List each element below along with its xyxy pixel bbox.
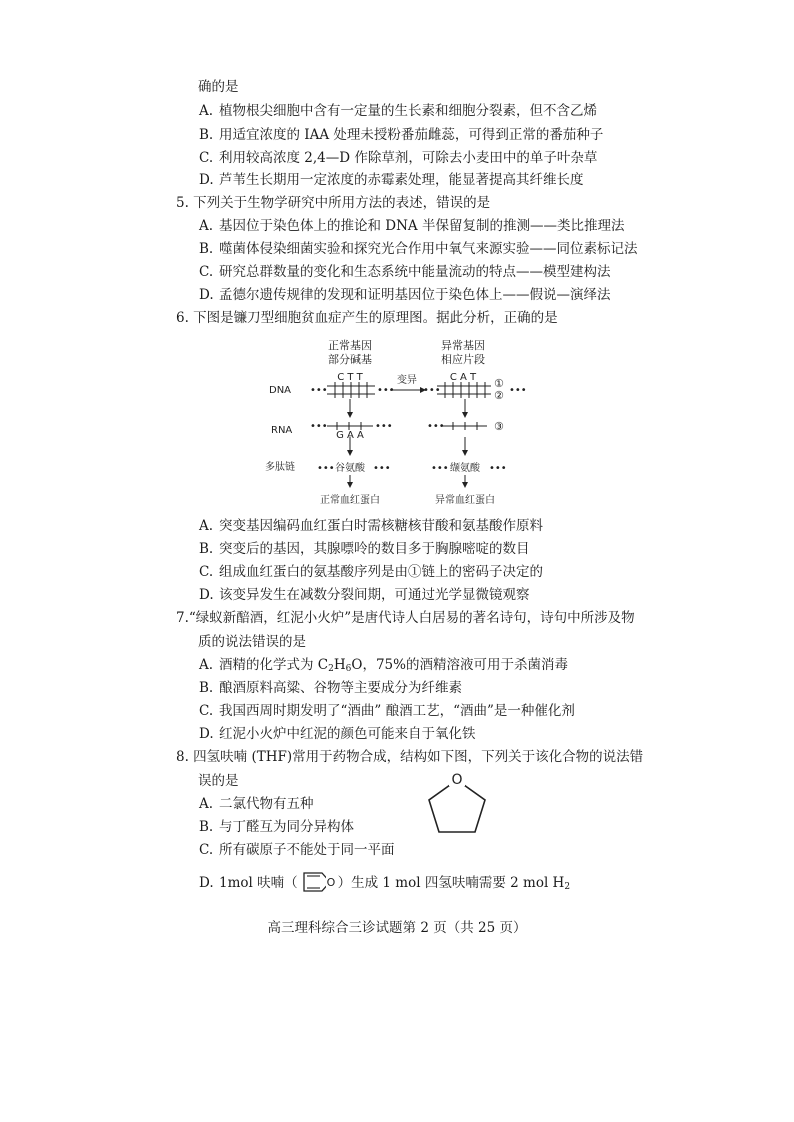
dots: ••• bbox=[423, 385, 441, 396]
abnormal-gene-header: 异常基因 bbox=[441, 339, 485, 352]
furan-oxygen-atom: O bbox=[326, 876, 335, 889]
q6-option-b: B. 突变后的基因，其腺嘌呤的数目多于胸腺嘧啶的数目 bbox=[199, 541, 530, 557]
strand-3-label: ③ bbox=[494, 420, 504, 433]
row-label-dna: DNA bbox=[269, 385, 292, 396]
q8-option-c: C. 所有碳原子不能处于同一平面 bbox=[199, 842, 395, 858]
amino-acid-abnormal: 缬氨酸 bbox=[450, 463, 480, 474]
q7-option-a: A. 酒精的化学式为 $C_2H_6O$，75%的酒精溶液可用于杀菌消毒 bbox=[199, 657, 568, 674]
q4-option-c: C. 利用较高浓度 2,4—D 作除草剂，可除去小麦田中的单子叶杂草 bbox=[199, 150, 598, 166]
row-label-rna: RNA bbox=[271, 425, 293, 436]
q4-option-d: D. 芦苇生长期用一定浓度的赤霉素处理，能显著提高其纤维长度 bbox=[199, 172, 584, 188]
normal-bases-header: 部分碱基 bbox=[328, 353, 372, 366]
thf-structure bbox=[424, 772, 490, 836]
q6-option-a: A. 突变基因编码血红蛋白时需核糖核苷酸和氨基酸作原料 bbox=[199, 518, 543, 534]
dots: ••• bbox=[310, 385, 328, 396]
q5-option-d: D. 孟德尔遗传规律的发现和证明基因位于染色体上——假说—演绎法 bbox=[199, 287, 611, 303]
thf-oxygen-atom: O bbox=[451, 772, 463, 788]
q7-option-b: B. 酿酒原料高粱、谷物等主要成分为纤维素 bbox=[199, 680, 462, 696]
dots: ••• bbox=[310, 421, 328, 432]
q5-option-c: C. 研究总群数量的变化和生态系统中能量流动的特点——模型建构法 bbox=[199, 264, 611, 280]
dots: ••• bbox=[489, 463, 507, 474]
q6-option-d: D. 该变异发生在减数分裂间期，可通过光学显微镜观察 bbox=[199, 587, 530, 603]
dots: ••• bbox=[509, 385, 527, 396]
protein-abnormal: 异常血红蛋白 bbox=[435, 495, 495, 506]
q4-stem-tail: 确的是 bbox=[198, 79, 239, 95]
page-footer: 高三理科综合三诊试题第 2 页（共 25 页） bbox=[267, 920, 527, 936]
strand-1-label: ① bbox=[494, 377, 504, 390]
q8-option-b: B. 与丁醛互为同分异构体 bbox=[199, 819, 354, 835]
q6-stem: 6. 下图是镰刀型细胞贫血症产生的原理图。据此分析，正确的是 bbox=[176, 310, 558, 326]
dots: ••• bbox=[375, 421, 393, 432]
dots: ••• bbox=[427, 421, 445, 432]
dots: ••• bbox=[373, 463, 391, 474]
furan-structure bbox=[298, 869, 338, 895]
q4-option-a: A. 植物根尖细胞中含有一定量的生长素和细胞分裂素，但不含乙烯 bbox=[199, 103, 597, 119]
abnormal-segment-header: 相应片段 bbox=[441, 353, 485, 366]
q8-option-d: D. 1mol 呋喃（ O ）生成 1 mol 四氢呋喃需要 2 mol $H_2$ bbox=[199, 869, 570, 897]
dots: ••• bbox=[431, 463, 449, 474]
q7-stem-line2: 质的说法错误的是 bbox=[198, 634, 306, 650]
q8-option-a: A. 二氯代物有五种 bbox=[199, 796, 314, 812]
rna-codon-normal: G A A bbox=[336, 430, 364, 441]
q5-option-a: A. 基因位于染色体上的推论和 DNA 半保留复制的推测——类比推理法 bbox=[199, 218, 625, 234]
q4-option-b: B. 用适宜浓度的 IAA 处理未授粉番茄雌蕊，可得到正常的番茄种子 bbox=[199, 127, 604, 143]
amino-acid-normal: 谷氨酸 bbox=[335, 463, 365, 474]
q8-stem-line1: 8. 四氢呋喃 (THF)常用于药物合成，结构如下图，下列关于该化合物的说法错 bbox=[176, 749, 644, 765]
q7-option-c: C. 我国西周时期发明了“酒曲” 酿酒工艺，“酒曲”是一种催化剂 bbox=[199, 703, 575, 719]
q5-option-b: B. 噬菌体侵染细菌实验和探究光合作用中氧气来源实验——同位素标记法 bbox=[199, 241, 638, 257]
mutation-label: 变异 bbox=[397, 375, 417, 386]
codon-normal: C T T bbox=[337, 372, 363, 383]
q8-stem-line2: 误的是 bbox=[198, 773, 239, 789]
q7-stem-line1: 7.“绿蚁新醅酒，红泥小火炉”是唐代诗人白居易的著名诗句，诗句中所涉及物 bbox=[176, 610, 635, 626]
row-label-peptide: 多肽链 bbox=[265, 462, 295, 473]
protein-normal: 正常血红蛋白 bbox=[320, 495, 380, 506]
q7-option-d: D. 红泥小火炉中红泥的颜色可能来自于氧化铁 bbox=[199, 726, 476, 742]
strand-2-label: ② bbox=[494, 389, 504, 402]
dots: ••• bbox=[377, 385, 395, 396]
dots: ••• bbox=[317, 463, 335, 474]
q5-stem: 5. 下列关于生物学研究中所用方法的表述，错误的是 bbox=[176, 195, 491, 211]
normal-gene-header: 正常基因 bbox=[328, 339, 372, 352]
sickle-cell-diagram bbox=[265, 337, 535, 509]
codon-abnormal: C A T bbox=[449, 372, 477, 383]
q6-option-c: C. 组成血红蛋白的氨基酸序列是由①链上的密码子决定的 bbox=[199, 564, 543, 580]
